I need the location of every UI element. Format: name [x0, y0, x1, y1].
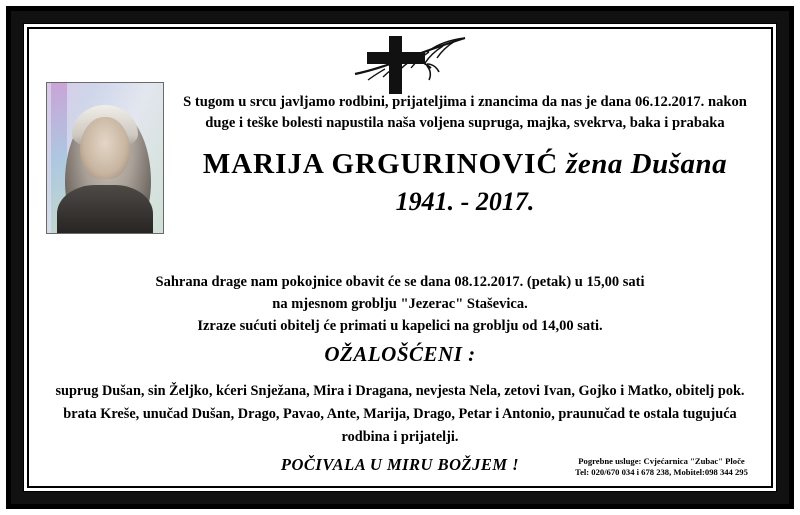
funeral-line-2: na mjesnom groblju "Jezerac" Staševica.: [272, 295, 528, 312]
funeral-agency-info: [559, 456, 764, 479]
mourners-list: suprug Dušan, sin Željko, kćeri Snježana, Mira i Dragana, nevjesta Nela, zetovi Ivan, Gojko i Matko, obitelj pok. brata Kreše, unučad Dušan, Drago, Pavao, Ante, Marija, Drago, Petar i Antonio, praunučad te ostala tugujuća rodbina i prijatelji.: [55, 383, 745, 446]
mourners-heading: OŽALOŠĆENI :: [324, 342, 476, 366]
photo-face: [80, 117, 130, 179]
life-years: 1941. - 2017.: [395, 187, 535, 217]
headline-block: [172, 92, 758, 217]
agency-name: Pogrebne usluge: Cvjećarnica "Zubac" Ploče: [578, 455, 745, 466]
deceased-name: [172, 148, 758, 181]
agency-phone: Tel: 020/670 034 i 678 238, Mobitel:098 344 295: [575, 467, 748, 478]
deceased-spouse-suffix: žena Dušana: [566, 148, 728, 181]
funeral-details: [44, 272, 756, 337]
cross-with-palm-branch-icon: [315, 34, 485, 94]
photo-body: [57, 185, 153, 233]
deceased-full-name: MARIJA GRGURINOVIĆ: [202, 148, 559, 181]
photo-of-deceased: [46, 82, 164, 234]
notice-content: [34, 34, 766, 481]
rest-in-peace-text: POČIVALA U MIRU BOŽJEM !: [280, 455, 520, 474]
funeral-line-1: Sahrana drage nam pokojnice obavit će se dana 08.12.2017. (petak) u 15,00 sati: [155, 274, 645, 290]
announcement-text: S tugom u srcu javljamo rodbini, prijateljima i znancima da nas je dana 06.12.2017. nakon duge i teške bolesti napustila naša voljena supruga, majka, svekrva, baka i prabaka: [183, 94, 747, 132]
funeral-line-3: Izraze sućuti obitelj će primati u kapelici na groblju od 14,00 sati.: [197, 317, 603, 334]
